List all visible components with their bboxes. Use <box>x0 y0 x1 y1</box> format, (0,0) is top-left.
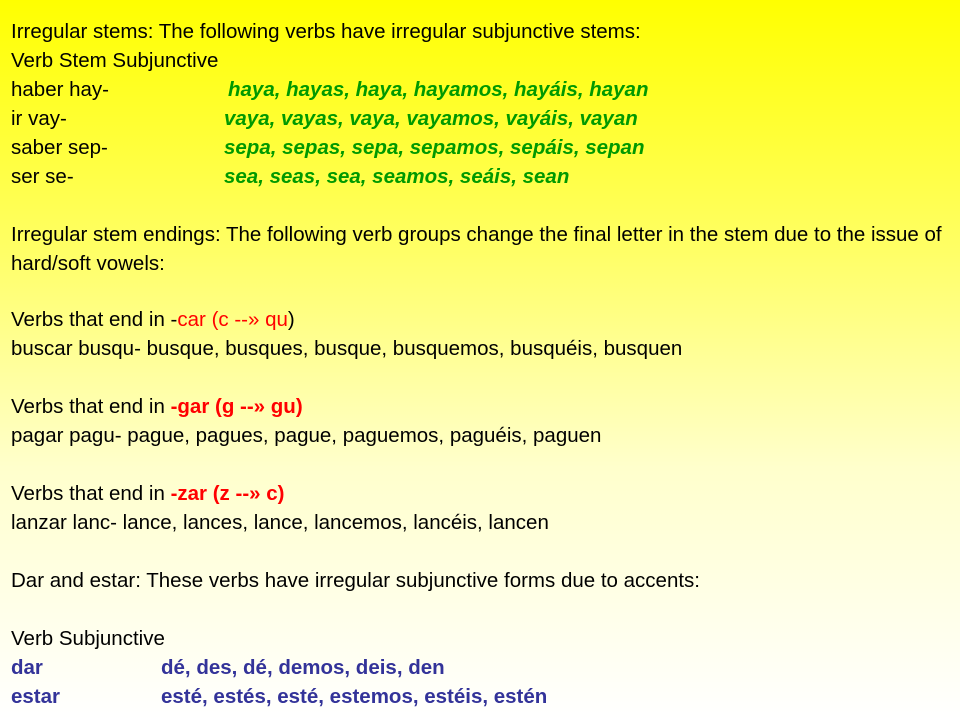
verb-subj-header: Verb Subjunctive <box>11 627 165 650</box>
car-rule: car (c --» qu <box>177 308 288 331</box>
stem-row-saber <box>11 136 951 160</box>
zar-rule-line <box>11 482 284 506</box>
gar-example: pagar pagu- pague, pagues, pague, paguemos, paguéis, paguen <box>11 424 602 447</box>
stem-verb: ir vay- <box>11 107 67 130</box>
car-prefix: Verbs that end in - <box>11 308 178 331</box>
car-example: buscar busqu- busque, busques, busque, busquemos, busquéis, busquen <box>11 337 683 360</box>
car-suffix: ) <box>287 308 295 331</box>
stems-header: Verb Stem Subjunctive <box>11 49 219 72</box>
accent-verb: estar <box>11 685 61 708</box>
gar-rule-line <box>11 395 303 419</box>
zar-prefix: Verbs that end in <box>11 482 171 505</box>
dar-estar-intro: Dar and estar: These verbs have irregular subjunctive forms due to accents: <box>11 569 700 592</box>
stem-forms: sepa, sepas, sepa, sepamos, sepáis, sepan <box>224 136 645 159</box>
accent-forms: dé, des, dé, demos, deis, den <box>161 656 445 679</box>
zar-rule: -zar (z --» c) <box>170 482 285 505</box>
stem-verb: ser se- <box>11 165 74 188</box>
stem-row-ir <box>11 107 951 131</box>
gar-rule: -gar (g --» gu) <box>170 395 303 418</box>
endings-intro: Irregular stem endings: The following verb groups change the final letter in the stem due to the issue of hard/soft vowels: <box>11 223 942 275</box>
stem-verb: saber sep- <box>11 136 108 159</box>
stem-row-haber <box>11 78 951 102</box>
car-rule-line <box>11 308 295 332</box>
stem-forms: haya, hayas, haya, hayamos, hayáis, hayan <box>228 78 649 101</box>
zar-example: lanzar lanc- lance, lances, lance, lancemos, lancéis, lancen <box>11 511 549 534</box>
accent-row-dar <box>11 656 951 680</box>
stem-forms: sea, seas, sea, seamos, seáis, sean <box>224 165 570 188</box>
accent-forms: esté, estés, esté, estemos, estéis, estén <box>161 685 548 708</box>
accent-verb: dar <box>11 656 43 679</box>
stem-row-ser <box>11 165 951 189</box>
gar-prefix: Verbs that end in <box>11 395 171 418</box>
accent-row-estar <box>11 685 951 709</box>
title-line: Irregular stems: The following verbs have irregular subjunctive stems: <box>11 20 641 43</box>
stem-forms: vaya, vayas, vaya, vayamos, vayáis, vayan <box>224 107 638 130</box>
stem-verb: haber hay- <box>11 78 110 101</box>
